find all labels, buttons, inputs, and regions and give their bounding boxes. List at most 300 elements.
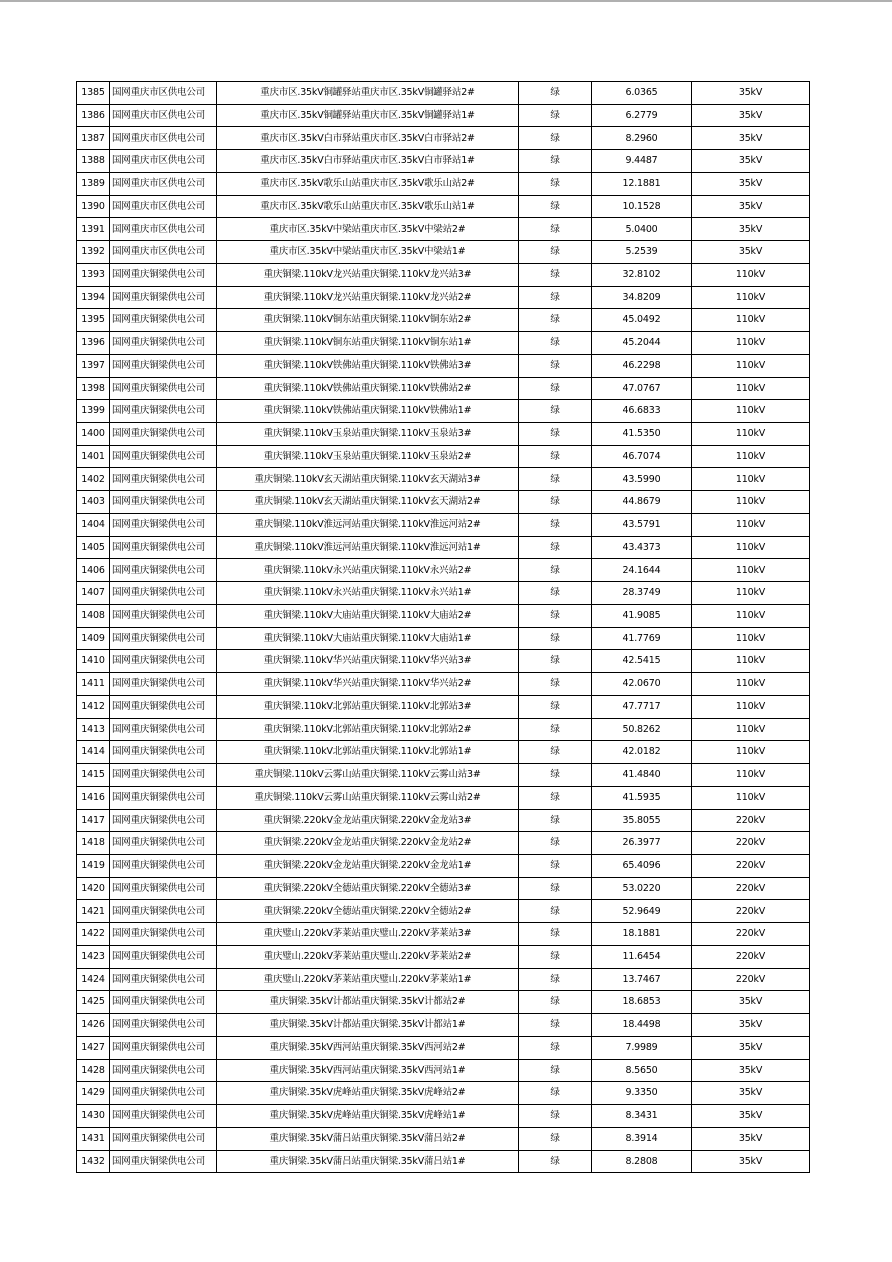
value-cell: 13.7467: [592, 968, 692, 991]
voltage-level-cell: 220kV: [692, 854, 810, 877]
station-name-cell: 重庆铜梁.220kV金龙站重庆铜梁.220kV金龙站2#: [217, 832, 519, 855]
table-row: [77, 1127, 810, 1150]
voltage-level-cell: 35kV: [692, 172, 810, 195]
voltage-level-cell: 35kV: [692, 1082, 810, 1105]
value-cell: 8.3914: [592, 1127, 692, 1150]
status-cell: 绿: [519, 241, 592, 264]
station-name-cell: 重庆市区.35kV铜罐驿站重庆市区.35kV铜罐驿站2#: [217, 82, 519, 105]
status-cell: 绿: [519, 309, 592, 332]
status-cell: 绿: [519, 445, 592, 468]
company-name-cell: 国网重庆铜梁供电公司: [110, 650, 217, 673]
row-number-cell: 1428: [77, 1059, 110, 1082]
voltage-level-cell: 35kV: [692, 82, 810, 105]
row-number-cell: 1420: [77, 877, 110, 900]
company-name-cell: 国网重庆铜梁供电公司: [110, 832, 217, 855]
table-row: [77, 150, 810, 173]
station-name-cell: 重庆铜梁.35kV蒲吕站重庆铜梁.35kV蒲吕站1#: [217, 1150, 519, 1173]
status-cell: 绿: [519, 627, 592, 650]
station-name-cell: 重庆铜梁.110kV龙兴站重庆铜梁.110kV龙兴站3#: [217, 263, 519, 286]
status-cell: 绿: [519, 604, 592, 627]
status-cell: 绿: [519, 559, 592, 582]
table-row: [77, 445, 810, 468]
station-name-cell: 重庆铜梁.110kV玄天湖站重庆铜梁.110kV玄天湖站3#: [217, 468, 519, 491]
status-cell: 绿: [519, 854, 592, 877]
company-name-cell: 国网重庆铜梁供电公司: [110, 536, 217, 559]
row-number-cell: 1403: [77, 491, 110, 514]
row-number-cell: 1402: [77, 468, 110, 491]
value-cell: 11.6454: [592, 945, 692, 968]
row-number-cell: 1427: [77, 1036, 110, 1059]
status-cell: 绿: [519, 127, 592, 150]
station-name-cell: 重庆铜梁.110kV铁佛站重庆铜梁.110kV铁佛站3#: [217, 354, 519, 377]
station-name-cell: 重庆铜梁.35kV计都站重庆铜梁.35kV计都站2#: [217, 991, 519, 1014]
table-row: [77, 604, 810, 627]
station-name-cell: 重庆铜梁.110kV永兴站重庆铜梁.110kV永兴站1#: [217, 582, 519, 605]
company-name-cell: 国网重庆铜梁供电公司: [110, 468, 217, 491]
table-row: [77, 127, 810, 150]
station-name-cell: 重庆铜梁.110kV华兴站重庆铜梁.110kV华兴站2#: [217, 673, 519, 696]
row-number-cell: 1393: [77, 263, 110, 286]
company-name-cell: 国网重庆铜梁供电公司: [110, 741, 217, 764]
row-number-cell: 1430: [77, 1105, 110, 1128]
value-cell: 46.2298: [592, 354, 692, 377]
station-name-cell: 重庆铜梁.220kV金龙站重庆铜梁.220kV金龙站3#: [217, 809, 519, 832]
status-cell: 绿: [519, 832, 592, 855]
status-cell: 绿: [519, 1127, 592, 1150]
table-row: [77, 809, 810, 832]
table-row: [77, 332, 810, 355]
company-name-cell: 国网重庆市区供电公司: [110, 218, 217, 241]
value-cell: 8.3431: [592, 1105, 692, 1128]
status-cell: 绿: [519, 945, 592, 968]
status-cell: 绿: [519, 468, 592, 491]
company-name-cell: 国网重庆铜梁供电公司: [110, 923, 217, 946]
status-cell: 绿: [519, 491, 592, 514]
company-name-cell: 国网重庆铜梁供电公司: [110, 1059, 217, 1082]
station-name-cell: 重庆铜梁.220kV金龙站重庆铜梁.220kV金龙站1#: [217, 854, 519, 877]
value-cell: 43.5791: [592, 513, 692, 536]
table-row: [77, 263, 810, 286]
status-cell: 绿: [519, 536, 592, 559]
station-name-cell: 重庆铜梁.110kV玉泉站重庆铜梁.110kV玉泉站3#: [217, 423, 519, 446]
row-number-cell: 1422: [77, 923, 110, 946]
value-cell: 41.5935: [592, 786, 692, 809]
voltage-level-cell: 110kV: [692, 423, 810, 446]
table-row: [77, 650, 810, 673]
voltage-level-cell: 110kV: [692, 582, 810, 605]
voltage-level-cell: 220kV: [692, 945, 810, 968]
table-row: [77, 1082, 810, 1105]
company-name-cell: 国网重庆市区供电公司: [110, 104, 217, 127]
station-name-cell: 重庆铜梁.110kV淮远河站重庆铜梁.110kV淮远河站2#: [217, 513, 519, 536]
table-row: [77, 241, 810, 264]
voltage-level-cell: 35kV: [692, 104, 810, 127]
station-name-cell: 重庆璧山.220kV茅莱站重庆璧山.220kV茅莱站1#: [217, 968, 519, 991]
station-name-cell: 重庆铜梁.110kV华兴站重庆铜梁.110kV华兴站3#: [217, 650, 519, 673]
station-name-cell: 重庆铜梁.110kV大庙站重庆铜梁.110kV大庙站1#: [217, 627, 519, 650]
value-cell: 10.1528: [592, 195, 692, 218]
voltage-level-cell: 110kV: [692, 491, 810, 514]
row-number-cell: 1423: [77, 945, 110, 968]
value-cell: 41.4840: [592, 764, 692, 787]
voltage-level-cell: 35kV: [692, 1014, 810, 1037]
row-number-cell: 1429: [77, 1082, 110, 1105]
value-cell: 41.9085: [592, 604, 692, 627]
table-row: [77, 582, 810, 605]
table-row: [77, 104, 810, 127]
value-cell: 42.5415: [592, 650, 692, 673]
company-name-cell: 国网重庆铜梁供电公司: [110, 445, 217, 468]
row-number-cell: 1390: [77, 195, 110, 218]
station-name-cell: 重庆铜梁.110kV永兴站重庆铜梁.110kV永兴站2#: [217, 559, 519, 582]
row-number-cell: 1386: [77, 104, 110, 127]
value-cell: 44.8679: [592, 491, 692, 514]
voltage-level-cell: 110kV: [692, 786, 810, 809]
row-number-cell: 1389: [77, 172, 110, 195]
company-name-cell: 国网重庆铜梁供电公司: [110, 1082, 217, 1105]
company-name-cell: 国网重庆市区供电公司: [110, 172, 217, 195]
table-row: [77, 741, 810, 764]
status-cell: 绿: [519, 650, 592, 673]
station-name-cell: 重庆市区.35kV歌乐山站重庆市区.35kV歌乐山站2#: [217, 172, 519, 195]
row-number-cell: 1391: [77, 218, 110, 241]
table-row: [77, 764, 810, 787]
voltage-level-cell: 110kV: [692, 604, 810, 627]
status-cell: 绿: [519, 1036, 592, 1059]
station-name-cell: 重庆铜梁.35kV计都站重庆铜梁.35kV计都站1#: [217, 1014, 519, 1037]
value-cell: 45.0492: [592, 309, 692, 332]
value-cell: 5.2539: [592, 241, 692, 264]
voltage-level-cell: 110kV: [692, 764, 810, 787]
row-number-cell: 1424: [77, 968, 110, 991]
value-cell: 8.2960: [592, 127, 692, 150]
company-name-cell: 国网重庆市区供电公司: [110, 127, 217, 150]
value-cell: 28.3749: [592, 582, 692, 605]
station-name-cell: 重庆市区.35kV白市驿站重庆市区.35kV白市驿站1#: [217, 150, 519, 173]
row-number-cell: 1404: [77, 513, 110, 536]
company-name-cell: 国网重庆铜梁供电公司: [110, 513, 217, 536]
status-cell: 绿: [519, 104, 592, 127]
row-number-cell: 1397: [77, 354, 110, 377]
company-name-cell: 国网重庆铜梁供电公司: [110, 968, 217, 991]
row-number-cell: 1388: [77, 150, 110, 173]
row-number-cell: 1412: [77, 695, 110, 718]
station-name-cell: 重庆市区.35kV铜罐驿站重庆市区.35kV铜罐驿站1#: [217, 104, 519, 127]
company-name-cell: 国网重庆铜梁供电公司: [110, 582, 217, 605]
company-name-cell: 国网重庆铜梁供电公司: [110, 900, 217, 923]
row-number-cell: 1414: [77, 741, 110, 764]
table-row: [77, 82, 810, 105]
station-name-cell: 重庆铜梁.110kV大庙站重庆铜梁.110kV大庙站2#: [217, 604, 519, 627]
station-name-cell: 重庆市区.35kV中梁站重庆市区.35kV中梁站1#: [217, 241, 519, 264]
row-number-cell: 1413: [77, 718, 110, 741]
voltage-level-cell: 35kV: [692, 1059, 810, 1082]
company-name-cell: 国网重庆铜梁供电公司: [110, 1105, 217, 1128]
voltage-level-cell: 110kV: [692, 332, 810, 355]
row-number-cell: 1426: [77, 1014, 110, 1037]
voltage-level-cell: 110kV: [692, 718, 810, 741]
table-row: [77, 309, 810, 332]
status-cell: 绿: [519, 900, 592, 923]
company-name-cell: 国网重庆铜梁供电公司: [110, 991, 217, 1014]
status-cell: 绿: [519, 764, 592, 787]
voltage-level-cell: 110kV: [692, 650, 810, 673]
station-name-cell: 重庆市区.35kV歌乐山站重庆市区.35kV歌乐山站1#: [217, 195, 519, 218]
status-cell: 绿: [519, 673, 592, 696]
voltage-level-cell: 110kV: [692, 309, 810, 332]
voltage-level-cell: 35kV: [692, 1127, 810, 1150]
company-name-cell: 国网重庆铜梁供电公司: [110, 1127, 217, 1150]
table-row: [77, 1014, 810, 1037]
voltage-level-cell: 220kV: [692, 923, 810, 946]
value-cell: 46.7074: [592, 445, 692, 468]
status-cell: 绿: [519, 286, 592, 309]
company-name-cell: 国网重庆市区供电公司: [110, 195, 217, 218]
company-name-cell: 国网重庆铜梁供电公司: [110, 559, 217, 582]
value-cell: 18.6853: [592, 991, 692, 1014]
station-name-cell: 重庆铜梁.110kV云雾山站重庆铜梁.110kV云雾山站3#: [217, 764, 519, 787]
status-cell: 绿: [519, 263, 592, 286]
value-cell: 47.7717: [592, 695, 692, 718]
voltage-level-cell: 220kV: [692, 809, 810, 832]
station-name-cell: 重庆铜梁.110kV北郭站重庆铜梁.110kV北郭站1#: [217, 741, 519, 764]
voltage-level-cell: 35kV: [692, 218, 810, 241]
status-cell: 绿: [519, 195, 592, 218]
table-row: [77, 900, 810, 923]
value-cell: 26.3977: [592, 832, 692, 855]
voltage-level-cell: 35kV: [692, 195, 810, 218]
station-name-cell: 重庆铜梁.35kV虎峰站重庆铜梁.35kV虎峰站1#: [217, 1105, 519, 1128]
status-cell: 绿: [519, 332, 592, 355]
status-cell: 绿: [519, 582, 592, 605]
status-cell: 绿: [519, 923, 592, 946]
status-cell: 绿: [519, 423, 592, 446]
voltage-level-cell: 110kV: [692, 286, 810, 309]
value-cell: 42.0182: [592, 741, 692, 764]
company-name-cell: 国网重庆铜梁供电公司: [110, 354, 217, 377]
row-number-cell: 1396: [77, 332, 110, 355]
row-number-cell: 1401: [77, 445, 110, 468]
station-name-cell: 重庆市区.35kV中梁站重庆市区.35kV中梁站2#: [217, 218, 519, 241]
voltage-level-cell: 110kV: [692, 695, 810, 718]
table-row: [77, 286, 810, 309]
value-cell: 52.9649: [592, 900, 692, 923]
company-name-cell: 国网重庆铜梁供电公司: [110, 627, 217, 650]
value-cell: 7.9989: [592, 1036, 692, 1059]
voltage-level-cell: 35kV: [692, 1105, 810, 1128]
station-name-cell: 重庆铜梁.110kV淮远河站重庆铜梁.110kV淮远河站1#: [217, 536, 519, 559]
row-number-cell: 1394: [77, 286, 110, 309]
table-row: [77, 377, 810, 400]
voltage-level-cell: 35kV: [692, 1150, 810, 1173]
row-number-cell: 1425: [77, 991, 110, 1014]
company-name-cell: 国网重庆市区供电公司: [110, 241, 217, 264]
voltage-level-cell: 220kV: [692, 877, 810, 900]
table-row: [77, 1105, 810, 1128]
voltage-level-cell: 110kV: [692, 354, 810, 377]
station-name-cell: 重庆铜梁.110kV玄天湖站重庆铜梁.110kV玄天湖站2#: [217, 491, 519, 514]
table-row: [77, 536, 810, 559]
row-number-cell: 1410: [77, 650, 110, 673]
value-cell: 65.4096: [592, 854, 692, 877]
table-row: [77, 877, 810, 900]
value-cell: 46.6833: [592, 400, 692, 423]
company-name-cell: 国网重庆铜梁供电公司: [110, 945, 217, 968]
status-cell: 绿: [519, 172, 592, 195]
value-cell: 8.2808: [592, 1150, 692, 1173]
table-row: [77, 718, 810, 741]
table-row: [77, 1036, 810, 1059]
company-name-cell: 国网重庆铜梁供电公司: [110, 809, 217, 832]
row-number-cell: 1392: [77, 241, 110, 264]
table-row: [77, 354, 810, 377]
company-name-cell: 国网重庆铜梁供电公司: [110, 491, 217, 514]
table-row: [77, 218, 810, 241]
row-number-cell: 1421: [77, 900, 110, 923]
company-name-cell: 国网重庆铜梁供电公司: [110, 1036, 217, 1059]
status-cell: 绿: [519, 877, 592, 900]
row-number-cell: 1387: [77, 127, 110, 150]
voltage-level-cell: 110kV: [692, 263, 810, 286]
station-name-cell: 重庆璧山.220kV茅莱站重庆璧山.220kV茅莱站2#: [217, 945, 519, 968]
status-cell: 绿: [519, 150, 592, 173]
row-number-cell: 1407: [77, 582, 110, 605]
status-cell: 绿: [519, 1150, 592, 1173]
station-name-cell: 重庆铜梁.110kV玉泉站重庆铜梁.110kV玉泉站2#: [217, 445, 519, 468]
station-name-cell: 重庆铜梁.35kV虎峰站重庆铜梁.35kV虎峰站2#: [217, 1082, 519, 1105]
voltage-level-cell: 35kV: [692, 127, 810, 150]
voltage-level-cell: 110kV: [692, 468, 810, 491]
table-row: [77, 923, 810, 946]
station-name-cell: 重庆铜梁.110kV云雾山站重庆铜梁.110kV云雾山站2#: [217, 786, 519, 809]
table-row: [77, 1150, 810, 1173]
status-cell: 绿: [519, 513, 592, 536]
station-name-cell: 重庆铜梁.35kV西河站重庆铜梁.35kV西河站2#: [217, 1036, 519, 1059]
company-name-cell: 国网重庆铜梁供电公司: [110, 1014, 217, 1037]
value-cell: 24.1644: [592, 559, 692, 582]
company-name-cell: 国网重庆铜梁供电公司: [110, 718, 217, 741]
station-name-cell: 重庆铜梁.110kV铁佛站重庆铜梁.110kV铁佛站1#: [217, 400, 519, 423]
company-name-cell: 国网重庆铜梁供电公司: [110, 673, 217, 696]
value-cell: 45.2044: [592, 332, 692, 355]
table-row: [77, 945, 810, 968]
station-name-cell: 重庆铜梁.110kV龙兴站重庆铜梁.110kV龙兴站2#: [217, 286, 519, 309]
value-cell: 41.5350: [592, 423, 692, 446]
station-name-cell: 重庆市区.35kV白市驿站重庆市区.35kV白市驿站2#: [217, 127, 519, 150]
row-number-cell: 1417: [77, 809, 110, 832]
row-number-cell: 1408: [77, 604, 110, 627]
value-cell: 47.0767: [592, 377, 692, 400]
station-name-cell: 重庆铜梁.35kV西河站重庆铜梁.35kV西河站1#: [217, 1059, 519, 1082]
status-cell: 绿: [519, 786, 592, 809]
table-row: [77, 854, 810, 877]
status-cell: 绿: [519, 991, 592, 1014]
company-name-cell: 国网重庆铜梁供电公司: [110, 854, 217, 877]
status-cell: 绿: [519, 695, 592, 718]
row-number-cell: 1415: [77, 764, 110, 787]
table-row: [77, 195, 810, 218]
value-cell: 5.0400: [592, 218, 692, 241]
row-number-cell: 1431: [77, 1127, 110, 1150]
voltage-level-cell: 220kV: [692, 968, 810, 991]
voltage-level-cell: 110kV: [692, 673, 810, 696]
table-row: [77, 695, 810, 718]
value-cell: 50.8262: [592, 718, 692, 741]
company-name-cell: 国网重庆市区供电公司: [110, 150, 217, 173]
value-cell: 32.8102: [592, 263, 692, 286]
status-cell: 绿: [519, 1059, 592, 1082]
voltage-level-cell: 110kV: [692, 627, 810, 650]
station-name-cell: 重庆铜梁.35kV蒲吕站重庆铜梁.35kV蒲吕站2#: [217, 1127, 519, 1150]
company-name-cell: 国网重庆铜梁供电公司: [110, 286, 217, 309]
value-cell: 18.4498: [592, 1014, 692, 1037]
status-cell: 绿: [519, 809, 592, 832]
value-cell: 12.1881: [592, 172, 692, 195]
voltage-level-cell: 110kV: [692, 536, 810, 559]
row-number-cell: 1385: [77, 82, 110, 105]
value-cell: 35.8055: [592, 809, 692, 832]
company-name-cell: 国网重庆铜梁供电公司: [110, 400, 217, 423]
status-cell: 绿: [519, 82, 592, 105]
company-name-cell: 国网重庆市区供电公司: [110, 82, 217, 105]
station-name-cell: 重庆铜梁.110kV铁佛站重庆铜梁.110kV铁佛站2#: [217, 377, 519, 400]
status-cell: 绿: [519, 1105, 592, 1128]
row-number-cell: 1411: [77, 673, 110, 696]
voltage-level-cell: 35kV: [692, 241, 810, 264]
company-name-cell: 国网重庆铜梁供电公司: [110, 604, 217, 627]
voltage-level-cell: 220kV: [692, 900, 810, 923]
station-name-cell: 重庆铜梁.110kV北郭站重庆铜梁.110kV北郭站3#: [217, 695, 519, 718]
table-row: [77, 423, 810, 446]
row-number-cell: 1395: [77, 309, 110, 332]
station-name-cell: 重庆铜梁.110kV铜东站重庆铜梁.110kV铜东站1#: [217, 332, 519, 355]
value-cell: 53.0220: [592, 877, 692, 900]
value-cell: 9.4487: [592, 150, 692, 173]
table-row: [77, 627, 810, 650]
value-cell: 6.2779: [592, 104, 692, 127]
value-cell: 41.7769: [592, 627, 692, 650]
row-number-cell: 1400: [77, 423, 110, 446]
voltage-level-cell: 110kV: [692, 513, 810, 536]
status-cell: 绿: [519, 218, 592, 241]
table-row: [77, 491, 810, 514]
value-cell: 34.8209: [592, 286, 692, 309]
table-row: [77, 468, 810, 491]
company-name-cell: 国网重庆铜梁供电公司: [110, 786, 217, 809]
voltage-level-cell: 110kV: [692, 377, 810, 400]
value-cell: 43.4373: [592, 536, 692, 559]
company-name-cell: 国网重庆铜梁供电公司: [110, 377, 217, 400]
station-name-cell: 重庆铜梁.110kV铜东站重庆铜梁.110kV铜东站2#: [217, 309, 519, 332]
row-number-cell: 1419: [77, 854, 110, 877]
company-name-cell: 国网重庆铜梁供电公司: [110, 1150, 217, 1173]
table-row: [77, 400, 810, 423]
table-row: [77, 559, 810, 582]
voltage-level-cell: 110kV: [692, 741, 810, 764]
status-cell: 绿: [519, 400, 592, 423]
company-name-cell: 国网重庆铜梁供电公司: [110, 764, 217, 787]
station-name-cell: 重庆铜梁.220kV全德站重庆铜梁.220kV全德站2#: [217, 900, 519, 923]
company-name-cell: 国网重庆铜梁供电公司: [110, 263, 217, 286]
station-name-cell: 重庆铜梁.110kV北郭站重庆铜梁.110kV北郭站2#: [217, 718, 519, 741]
company-name-cell: 国网重庆铜梁供电公司: [110, 877, 217, 900]
row-number-cell: 1406: [77, 559, 110, 582]
value-cell: 18.1881: [592, 923, 692, 946]
voltage-level-cell: 35kV: [692, 150, 810, 173]
data-table: [76, 81, 810, 1173]
row-number-cell: 1405: [77, 536, 110, 559]
table-row: [77, 991, 810, 1014]
